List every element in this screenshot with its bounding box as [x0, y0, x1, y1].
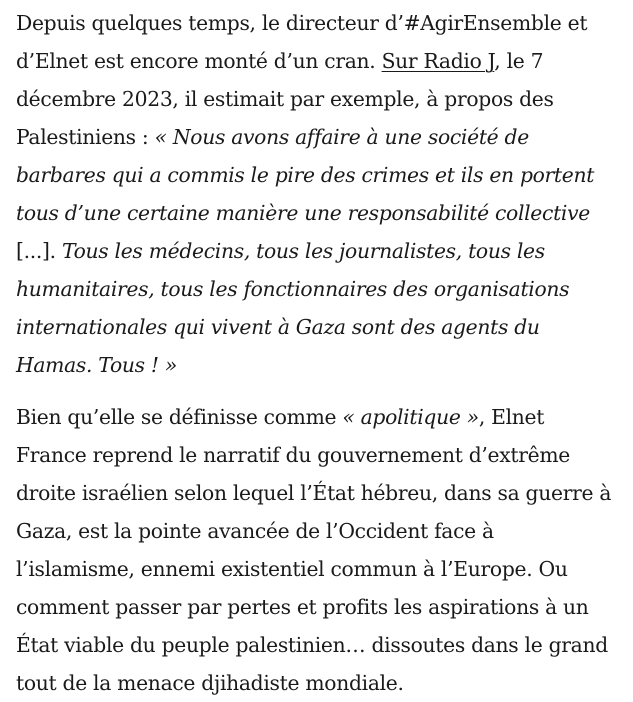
paragraph-1-text-b: , le 7 décembre 2023, il estimait par exemple, à propos des Palestiniens : [16, 49, 554, 149]
paragraph-2 [16, 398, 617, 702]
paragraph-2-text-b: , Elnet France reprend le narratif du gouvernement d’extrême droite israélien selon lequel l’État hébreu, dans sa guerre à Gaza, est la pointe avancée de l’Occident face à l’islamisme, ennemi existentiel commun à l’Europe. Ou comment passer par pertes et profits les aspirations à un État viable du peuple palestinien… dissoutes dans le grand tout de la menace djihadiste mondiale. [16, 405, 612, 695]
paragraph-1-text-a: Depuis quelques temps, le directeur d’#AgirEnsemble et d’Elnet est encore monté d’un cran. [16, 11, 588, 73]
quote-hamas-agents: Tous les médecins, tous les journalistes, tous les humanitaires, tous les fonctionnaires des organisations internationales qui vivent à Gaza sont des agents du Hamas. Tous ! » [16, 239, 570, 377]
paragraph-2-text-a: Bien qu’elle se définisse comme [16, 405, 343, 429]
quote-ellipsis: [...]. [16, 239, 62, 263]
paragraph-1 [16, 4, 617, 384]
quote-apolitique: « apolitique » [342, 405, 479, 429]
radio-j-link[interactable]: Sur Radio J [381, 49, 495, 73]
quote-collective-responsibility: « Nous avons affaire à une société de barbares qui a commis le pire des crimes et ils en portent tous d’une certaine manière une responsabilité collective [16, 125, 595, 225]
